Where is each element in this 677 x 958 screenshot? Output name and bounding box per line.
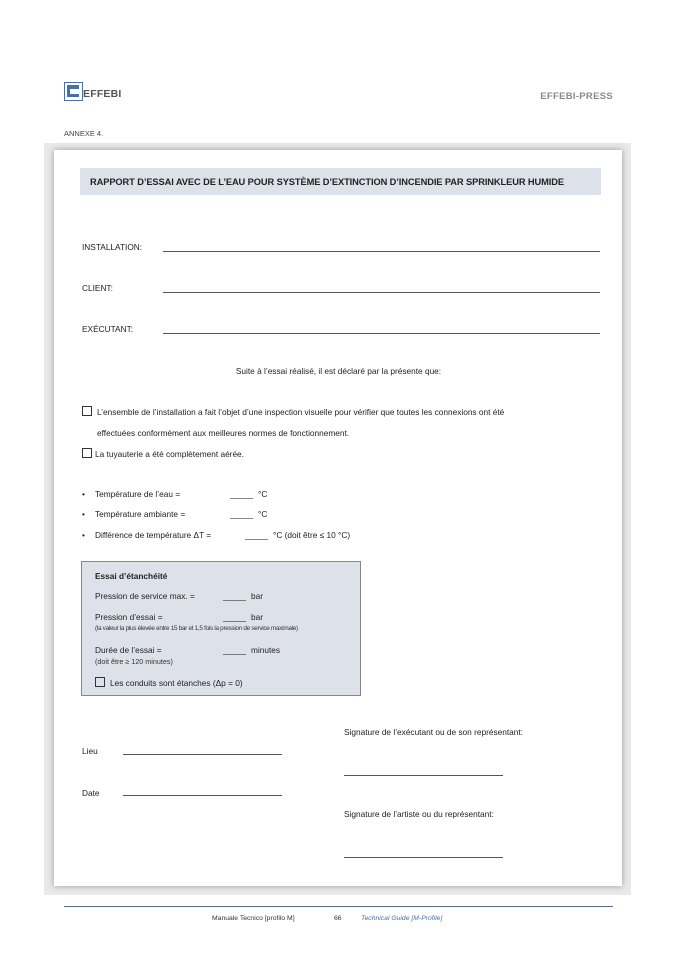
pression-essai-note: (la valeur la plus élevée entre 15 bar et 1,5 fois la pression de service maximale): [95, 625, 298, 632]
pression-essai-unit: bar: [251, 612, 263, 622]
pression-service-blank[interactable]: _____: [223, 591, 247, 601]
footer-left: Manuale Tecnico [profilo M]: [212, 915, 295, 922]
temp-eau-blank[interactable]: _____: [230, 489, 254, 499]
check-aeration-text: La tuyauterie a été complètement aérée.: [95, 449, 244, 459]
client-field[interactable]: [163, 292, 600, 293]
temp-ambiante-blank[interactable]: _____: [230, 509, 254, 519]
declaration-text: Suite à l’essai réalisé, il est déclaré par la présente que:: [235, 366, 442, 376]
footer-right: Technical Guide [M-Profile]: [361, 915, 443, 922]
checkbox-inspection[interactable]: [82, 406, 92, 416]
check-inspection-text-2: effectuées conformément aux meilleures normes de fonctionnement.: [97, 428, 350, 438]
signature-executant-field[interactable]: [344, 775, 503, 776]
executant-label: EXÉCUTANT:: [82, 324, 134, 334]
signature-artiste-field[interactable]: [344, 857, 503, 858]
diff-temp-unit: °C (doit être ≤ 10 °C): [273, 530, 351, 540]
diff-temp-label: Différence de température ΔT =: [95, 530, 212, 540]
check-inspection-text: L’ensemble de l’installation a fait l’objet d’une inspection visuelle pour vérifier que toutes les connexions ont été: [97, 407, 505, 417]
signature-executant-label: Signature de l’exécutant ou de son représentant:: [344, 727, 523, 737]
lieu-label: Lieu: [82, 746, 98, 756]
footer-divider: [64, 906, 613, 907]
date-field[interactable]: [123, 795, 282, 796]
temp-ambiante-label: Température ambiante =: [95, 509, 186, 519]
pression-service-unit: bar: [251, 591, 263, 601]
brand-name: EFFEBI-PRESS: [540, 91, 613, 102]
duree-unit: minutes: [251, 645, 281, 655]
form-title: RAPPORT D’ESSAI AVEC DE L’EAU POUR SYSTÈME D’EXTINCTION D’INCENDIE PAR SPRINKLEUR HUMIDE: [90, 177, 564, 187]
check-inspection[interactable]: [82, 406, 504, 417]
installation-field[interactable]: [163, 251, 600, 252]
bullet: •: [82, 509, 85, 519]
pression-essai-blank[interactable]: _____: [223, 612, 247, 622]
date-label: Date: [82, 788, 100, 798]
page-number: 66: [334, 915, 342, 922]
pression-service-label: Pression de service max. =: [95, 591, 195, 601]
check-conduits-text: Les conduits sont étanches (Δp = 0): [110, 678, 243, 688]
temp-eau-unit: °C: [258, 489, 268, 499]
checkbox-aeration[interactable]: [82, 448, 92, 458]
logo-text: EFFEBI: [83, 88, 122, 100]
client-label: CLIENT:: [82, 283, 113, 293]
installation-label: INSTALLATION:: [82, 242, 143, 252]
diff-temp-blank[interactable]: _____: [245, 530, 269, 540]
check-conduits[interactable]: [95, 677, 243, 688]
executant-field[interactable]: [163, 333, 600, 334]
lieu-field[interactable]: [123, 754, 282, 755]
temp-eau-label: Température de l’eau =: [95, 489, 181, 499]
temp-ambiante-unit: °C: [258, 509, 268, 519]
duree-blank[interactable]: _____: [223, 645, 247, 655]
bullet: •: [82, 530, 85, 540]
logo-mark-icon: [64, 82, 83, 101]
duree-label: Durée de l’essai =: [95, 645, 162, 655]
checkbox-conduits[interactable]: [95, 677, 105, 687]
pression-essai-label: Pression d’essai =: [95, 612, 163, 622]
annexe-label: ANNEXE 4.: [64, 129, 104, 138]
duree-note: (doit être ≥ 120 minutes): [95, 657, 173, 666]
bullet: •: [82, 489, 85, 499]
company-logo: [64, 82, 134, 104]
check-aeration[interactable]: [82, 448, 244, 459]
signature-artiste-label: Signature de l’artiste ou du représentant:: [344, 809, 494, 819]
leak-test-title: Essai d’étanchéité: [95, 571, 168, 581]
